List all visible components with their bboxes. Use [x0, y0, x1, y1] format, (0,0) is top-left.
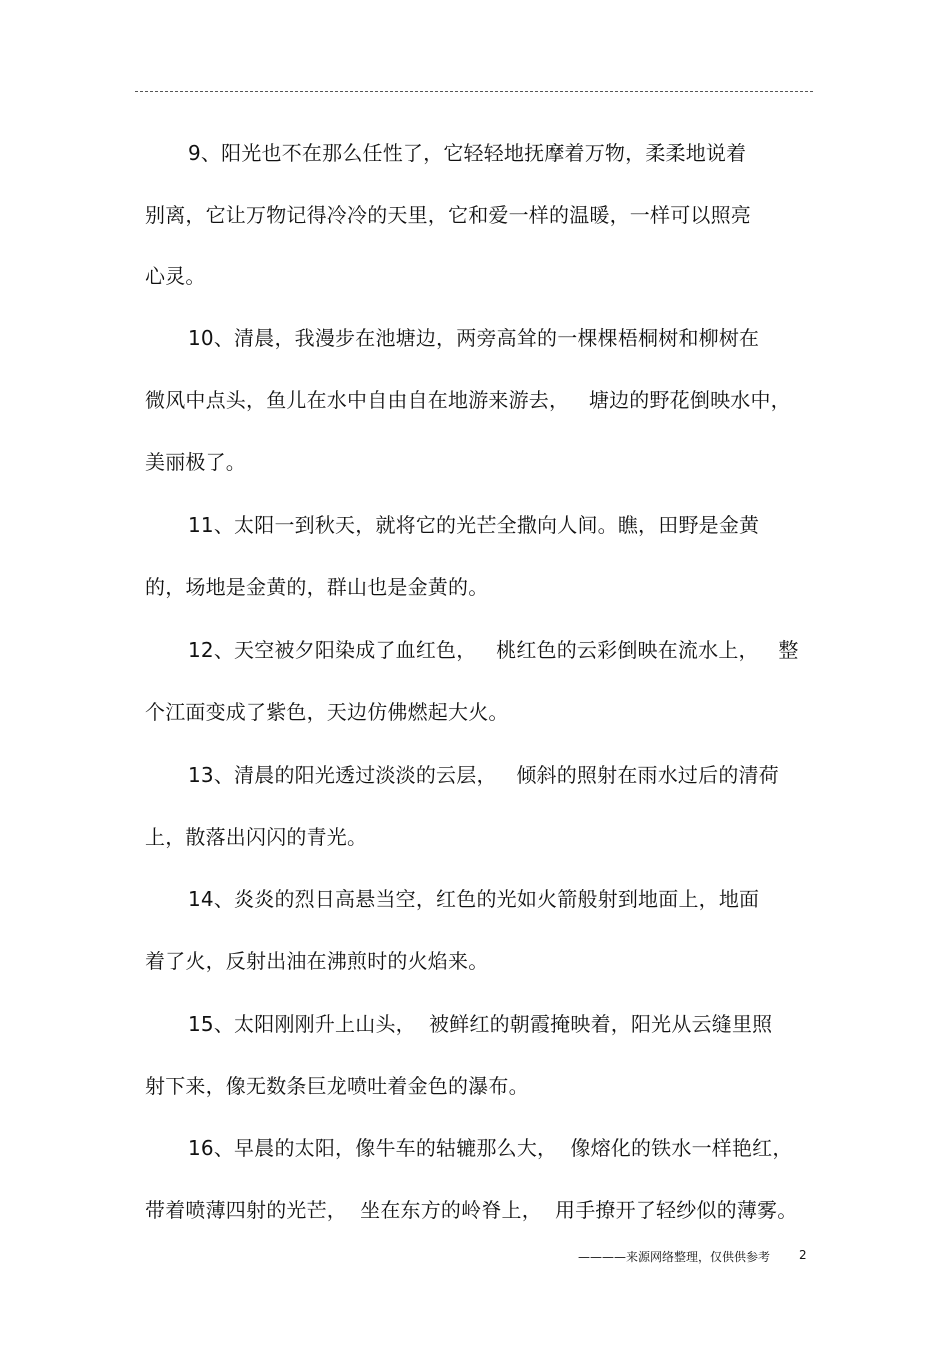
paragraph-13-line-2: 上，散落出闪闪的青光。 [145, 825, 368, 849]
paragraph-12-line-2: 个江面变成了紫色，天边仿佛燃起大火。 [145, 700, 509, 724]
paragraph-14-line-2: 着了火，反射出油在沸煎时的火焰来。 [145, 949, 489, 973]
paragraph-10-line-3: 美丽极了。 [145, 450, 246, 474]
paragraph-9-line-3: 心灵。 [145, 264, 206, 288]
paragraph-16-line-1: 16、早晨的太阳，像牛车的轱辘那么大， 像熔化的铁水一样艳红， [188, 1136, 793, 1160]
paragraph-9-line-1: 9、阳光也不在那么任性了，它轻轻地抚摩着万物，柔柔地说着 [188, 141, 747, 165]
paragraph-10-line-1: 10、清晨，我漫步在池塘边，两旁高耸的一棵棵梧桐树和柳树在 [188, 326, 760, 350]
header-divider [135, 91, 813, 92]
paragraph-9-line-2: 别离，它让万物记得冷冷的天里，它和爱一样的温暖，一样可以照亮 [145, 203, 751, 227]
paragraph-11-line-1: 11、太阳一到秋天，就将它的光芒全撒向人间。瞧，田野是金黄 [188, 513, 760, 537]
paragraph-12-line-1: 12、天空被夕阳染成了血红色， 桃红色的云彩倒映在流水上， 整 [188, 638, 799, 662]
paragraph-15-line-2: 射下来，像无数条巨龙喷吐着金色的瀑布。 [145, 1074, 529, 1098]
paragraph-16-line-2: 带着喷薄四射的光芒， 坐在东方的岭脊上， 用手撩开了轻纱似的薄雾。 [145, 1198, 798, 1222]
paragraph-10-line-2: 微风中点头，鱼儿在水中自由自在地游来游去， 塘边的野花倒映水中， [145, 388, 791, 412]
page-number: 2 [799, 1248, 807, 1262]
paragraph-11-line-2: 的，场地是金黄的，群山也是金黄的。 [145, 575, 489, 599]
footer-source-note: ————来源网络整理，仅供供参考 [578, 1250, 771, 1264]
paragraph-13-line-1: 13、清晨的阳光透过淡淡的云层， 倾斜的照射在雨水过后的清荷 [188, 763, 779, 787]
paragraph-14-line-1: 14、炎炎的烈日高悬当空，红色的光如火箭般射到地面上，地面 [188, 887, 760, 911]
paragraph-15-line-1: 15、太阳刚刚升上山头， 被鲜红的朝霞掩映着，阳光从云缝里照 [188, 1012, 773, 1036]
